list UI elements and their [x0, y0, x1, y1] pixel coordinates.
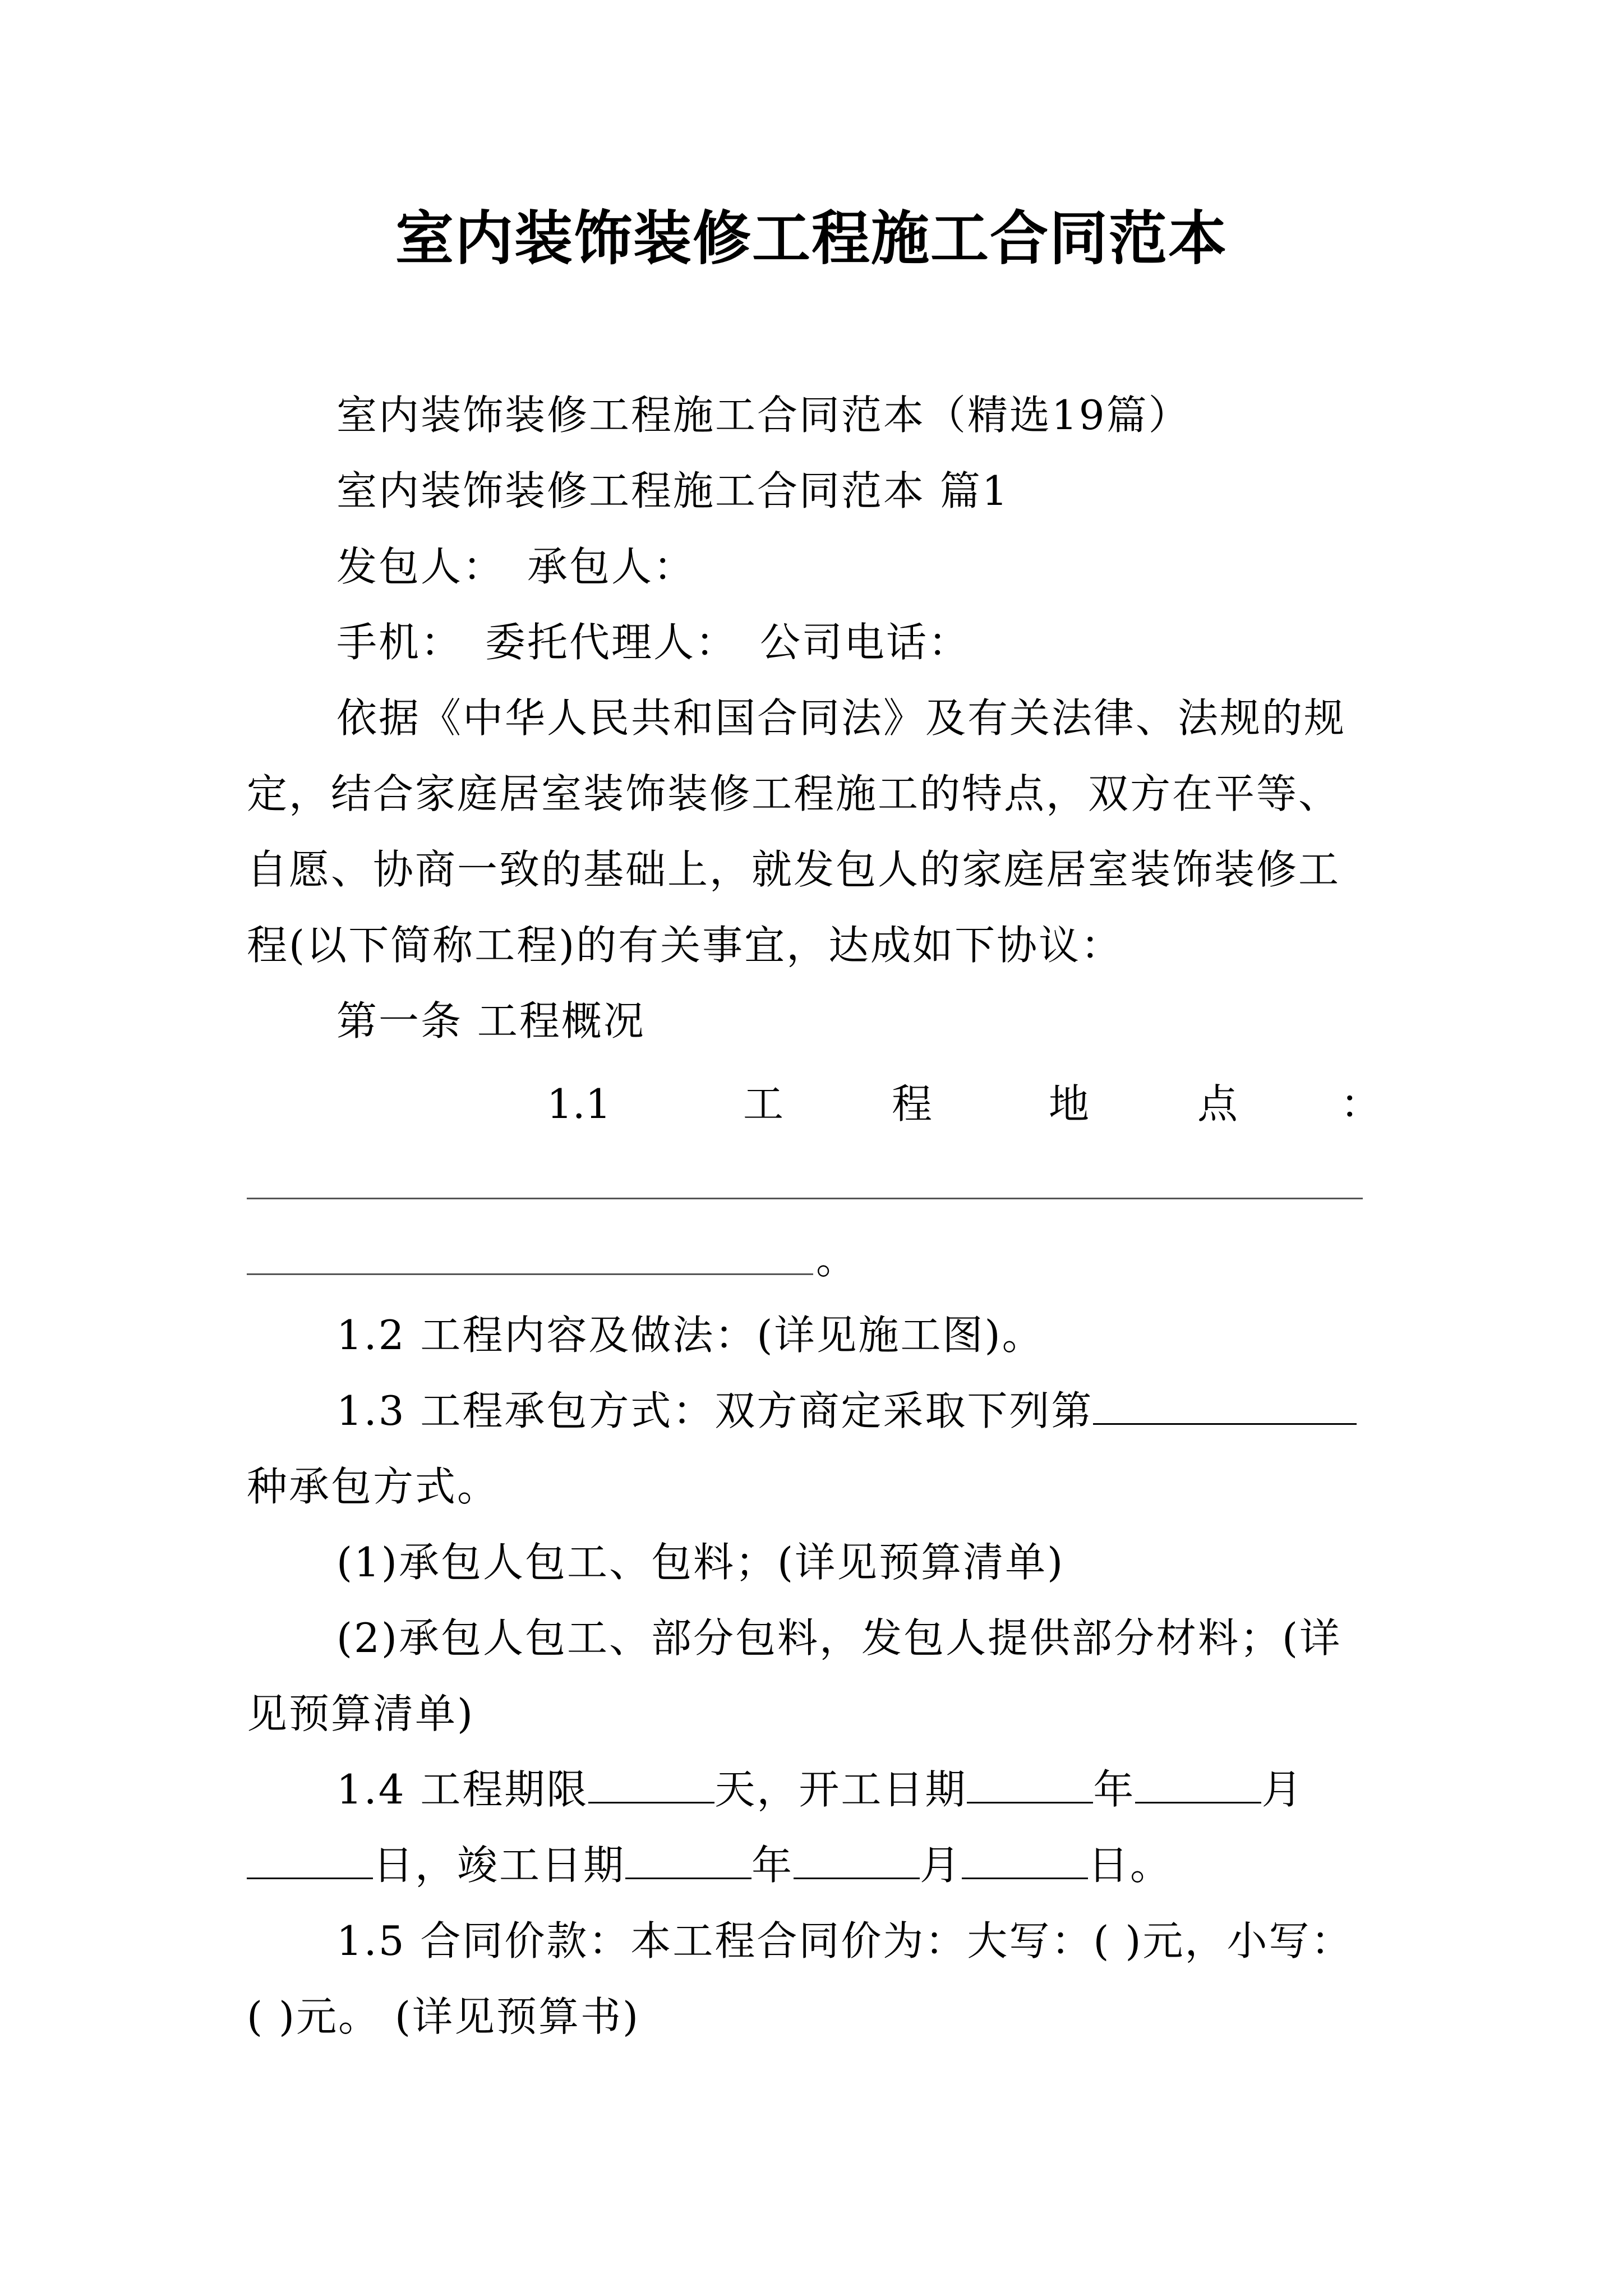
item-1-1-end: 。 — [816, 1236, 859, 1283]
mobile-label: 手机： — [336, 619, 463, 666]
employer-label: 发包人： — [336, 543, 505, 590]
item-1-4-text-5: 日，竣工日期 — [373, 1842, 626, 1889]
item-1-5-line-2: ( )元。 (详见预算书) — [247, 1993, 640, 2040]
address-blank-line-2 — [247, 1273, 813, 1275]
item-1-5-line-1: 1.5 合同价款：本工程合同价为：大写：( )元，小写： — [336, 1917, 1353, 1964]
item-1-3-line-1 — [336, 1383, 1481, 1439]
item-1-4-line-2 — [247, 1837, 1391, 1893]
start-year-blank — [967, 1766, 1093, 1803]
item-1-1-char-2: 程 — [892, 1080, 933, 1128]
option-2-line-1: (2)承包人包工、部分包料，发包人提供部分材料；(详 — [336, 1614, 1342, 1662]
contractor-label: 承包人： — [527, 543, 696, 590]
item-1-4-text-4: 月 — [1261, 1766, 1304, 1813]
method-blank — [1093, 1387, 1357, 1425]
item-1-4-text-2: 天，开工日期 — [714, 1766, 967, 1813]
item-1-1-char-1: 工 — [743, 1080, 784, 1128]
start-day-blank — [247, 1842, 373, 1879]
item-1-1-number: 1.1 — [547, 1080, 611, 1128]
preamble-line-2: 定，结合家庭居室装饰装修工程施工的特点，双方在平等、 — [247, 770, 1341, 817]
document-title: 室内装饰装修工程施工合同范本 — [395, 204, 1228, 273]
option-2-line-2: 见预算清单) — [247, 1690, 475, 1737]
article-1-heading: 第一条 工程概况 — [336, 997, 645, 1045]
item-1-2: 1.2 工程内容及做法：(详见施工图)。 — [336, 1312, 1044, 1359]
item-1-1-char-5: ： — [1340, 1080, 1381, 1128]
item-1-4-text-1: 1.4 工程期限 — [336, 1766, 589, 1813]
parties-line — [336, 539, 1481, 595]
subtitle: 室内装饰装修工程施工合同范本（精选19篇） — [336, 392, 1191, 439]
item-1-4-text-6: 年 — [751, 1842, 794, 1889]
start-month-blank — [1135, 1766, 1261, 1803]
preamble-line-4: 程(以下简称工程)的有关事宜，达成如下协议： — [247, 922, 1123, 969]
contacts-line — [336, 614, 1481, 670]
item-1-4-text-7: 月 — [920, 1842, 962, 1889]
days-blank — [588, 1766, 714, 1803]
item-1-1-char-3: 地 — [1049, 1080, 1090, 1128]
item-1-4-line-1 — [336, 1761, 1481, 1818]
item-1-4-text-8: 日。 — [1088, 1842, 1173, 1889]
agent-label: 委托代理人： — [485, 619, 738, 666]
item-1-4-text-3: 年 — [1093, 1766, 1136, 1813]
option-1: (1)承包人包工、包料；(详见预算清单) — [336, 1539, 1065, 1586]
address-blank-line-1 — [247, 1198, 1363, 1199]
end-day-blank — [962, 1842, 1088, 1879]
section-heading: 室内装饰装修工程施工合同范本 篇1 — [336, 467, 1009, 514]
end-month-blank — [794, 1842, 920, 1879]
company-phone-label: 公司电话： — [760, 619, 971, 666]
preamble-line-1: 依据《中华人民共和国合同法》及有关法律、法规的规 — [336, 694, 1347, 742]
item-1-1-char-4: 点 — [1197, 1080, 1238, 1128]
item-1-3-text: 1.3 工程承包方式：双方商定采取下列第 — [336, 1387, 1094, 1434]
item-1-3-line-2: 种承包方式。 — [247, 1463, 500, 1510]
end-year-blank — [625, 1842, 751, 1879]
preamble-line-3: 自愿、协商一致的基础上，就发包人的家庭居室装饰装修工 — [247, 846, 1341, 893]
